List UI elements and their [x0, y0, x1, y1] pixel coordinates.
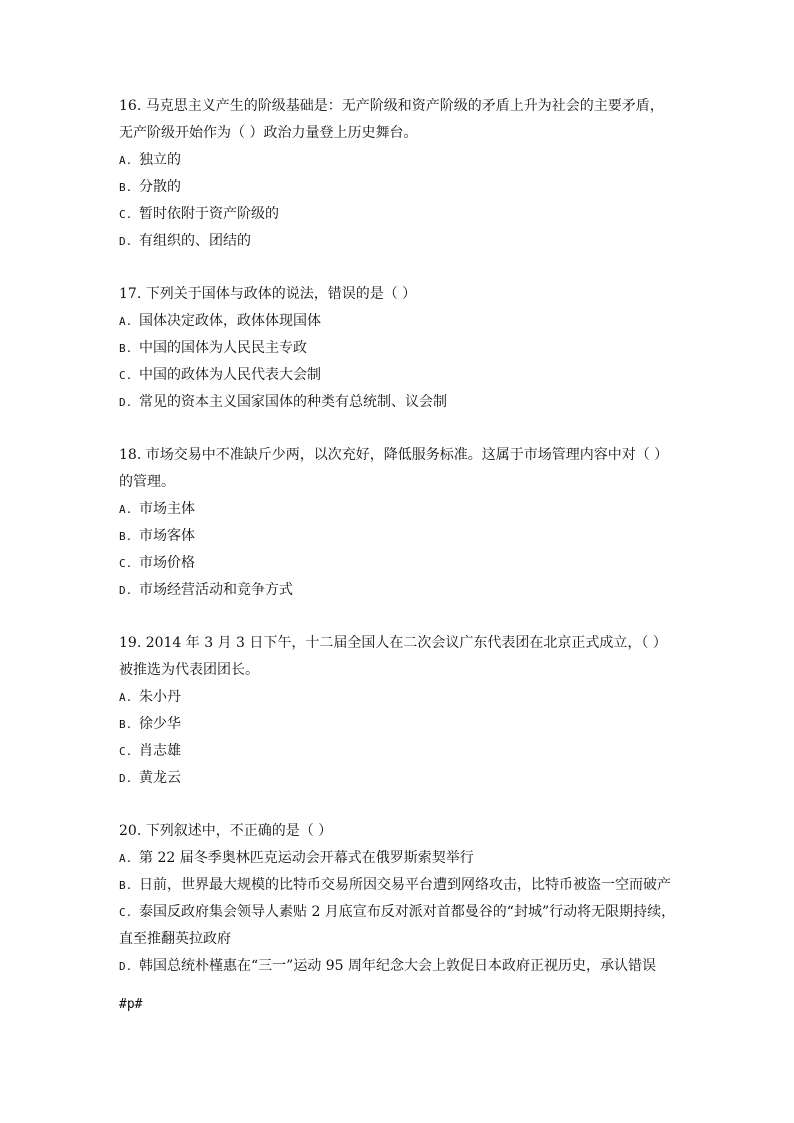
option-letter: C.: [119, 208, 133, 221]
option-letter: D.: [119, 396, 133, 409]
option-letter: C.: [119, 745, 133, 758]
option-b: [119, 174, 679, 201]
option-d: [119, 577, 679, 604]
option-a: [119, 308, 679, 335]
option-d: [119, 765, 679, 792]
option-letter: A.: [119, 315, 133, 328]
option-letter: A.: [119, 691, 133, 704]
option-letter: A.: [119, 852, 133, 865]
question-stem: 16. 马克思主义产生的阶级基础是：无产阶级和资产阶级的矛盾上升为社会的主要矛盾，: [119, 98, 664, 114]
option-d: [119, 228, 679, 255]
option-text: 日前，世界最大规模的比特币交易所因交易平台遭到网络攻击，比特币被盗一空而破产: [139, 877, 671, 893]
option-text: 徐少华: [139, 716, 181, 732]
option-letter: B.: [119, 718, 133, 731]
option-text: 市场主体: [139, 501, 195, 517]
option-letter: B.: [119, 879, 133, 892]
option-a: [119, 147, 679, 174]
option-text: 国体决定政体，政体体现国体: [139, 313, 321, 329]
option-letter: C.: [119, 557, 133, 570]
option-letter: D.: [119, 235, 133, 248]
question-19: [119, 630, 679, 792]
option-letter: C.: [119, 906, 133, 919]
question-17: [119, 281, 679, 416]
option-letter: A.: [119, 154, 133, 167]
question-list: [119, 93, 679, 1006]
option-letter: B.: [119, 181, 133, 194]
option-b: [119, 523, 679, 550]
option-c: [119, 899, 679, 953]
option-letter: D.: [119, 772, 133, 785]
option-letter: A.: [119, 503, 133, 516]
question-stem: 17. 下列关于国体与政体的说法，错误的是（ ）: [119, 286, 417, 302]
option-a: [119, 496, 679, 523]
option-text: 韩国总统朴槿惠在“三一”运动 95 周年纪念大会上敦促日本政府正视历史，承认错误: [139, 958, 657, 974]
question-stem: 20. 下列叙述中，不正确的是（ ）: [119, 823, 333, 839]
option-text: 市场经营活动和竞争方式: [139, 582, 293, 598]
question-stem: 被推选为代表团团长。: [119, 662, 259, 678]
question-stem: 无产阶级开始作为（ ）政治力量登上历史舞台。: [119, 125, 418, 141]
option-c: [119, 362, 679, 389]
option-letter: B.: [119, 342, 133, 355]
option-b: [119, 872, 679, 899]
question-stem: 的管理。: [119, 474, 175, 490]
option-text: 黄龙云: [139, 770, 181, 786]
option-text: 第 22 届冬季奥林匹克运动会开幕式在俄罗斯索契举行: [139, 850, 474, 866]
option-letter: C.: [119, 369, 133, 382]
option-c: [119, 201, 679, 228]
option-text: 肖志雄: [139, 743, 181, 759]
option-text: 独立的: [139, 152, 181, 168]
option-b: [119, 335, 679, 362]
option-text: 市场价格: [139, 555, 195, 571]
option-text: 朱小丹: [139, 689, 181, 705]
option-d: [119, 389, 679, 416]
option-text: 中国的政体为人民代表大会制: [139, 367, 321, 383]
question-stem: 18. 市场交易中不准缺斤少两，以次充好，降低服务标准。这属于市场管理内容中对（ ）: [119, 447, 669, 463]
option-letter: D.: [119, 960, 133, 973]
question-16: [119, 93, 679, 255]
option-text: 市场客体: [139, 528, 195, 544]
option-c: [119, 738, 679, 765]
question-20: [119, 818, 679, 980]
option-text: 中国的国体为人民民主专政: [139, 340, 307, 356]
option-text: 暂时依附于资产阶级的: [139, 206, 279, 222]
option-text: 常见的资本主义国家国体的种类有总统制、议会制: [139, 394, 447, 410]
question-stem: 19. 2014 年 3 月 3 日下午，十二届全国人在二次会议广东代表团在北京正式成立，（ ）: [119, 635, 667, 651]
option-text: 分散的: [139, 179, 181, 195]
page-marker: #p#: [119, 997, 143, 1012]
option-c: [119, 550, 679, 577]
option-text: 有组织的、团结的: [139, 233, 251, 249]
option-d: [119, 953, 679, 980]
option-text: 泰国反政府集会领导人素贴 2 月底宣布反对派对首都曼谷的“封城”行动将无限期持续，: [139, 904, 676, 920]
option-a: [119, 684, 679, 711]
question-18: [119, 442, 679, 604]
option-text-continued: 直至推翻英拉政府: [119, 931, 231, 947]
option-letter: D.: [119, 584, 133, 597]
option-letter: B.: [119, 530, 133, 543]
option-b: [119, 711, 679, 738]
option-a: [119, 845, 679, 872]
